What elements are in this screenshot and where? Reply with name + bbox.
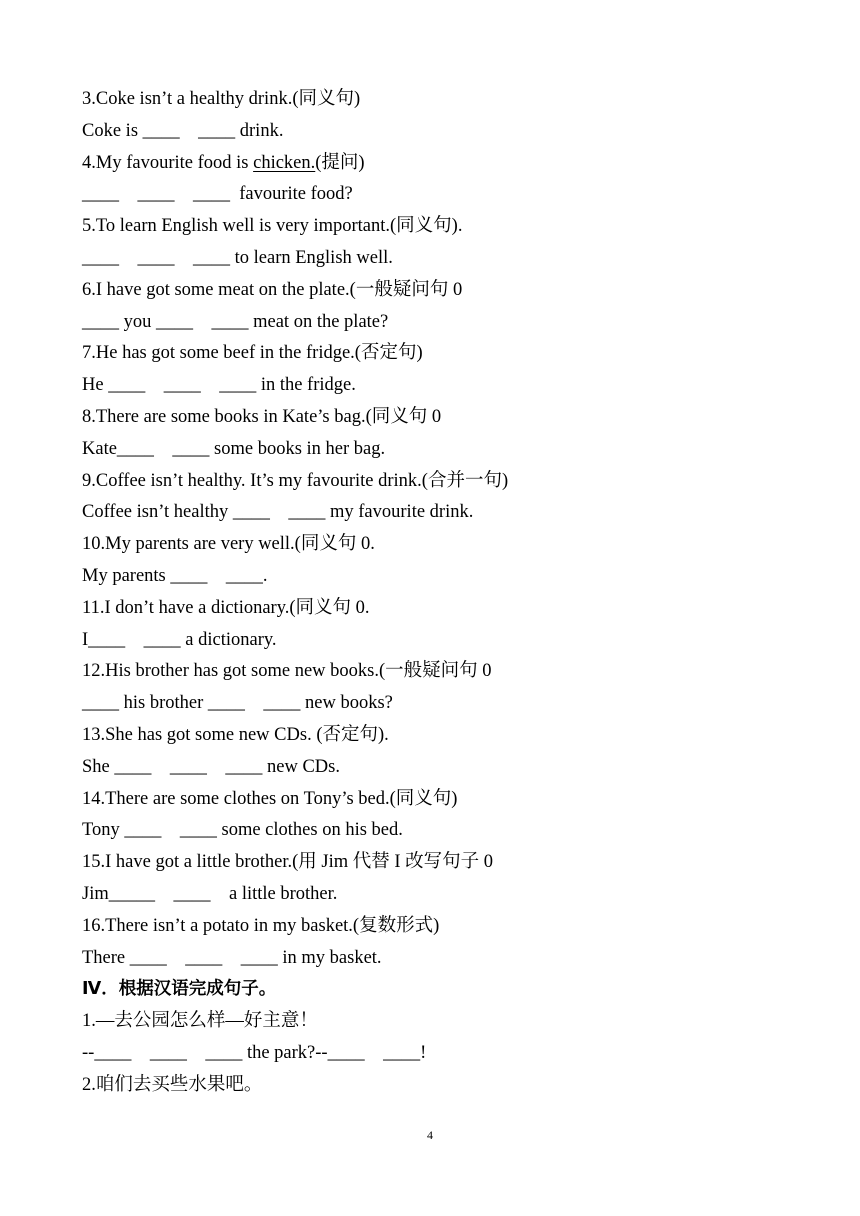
worksheet-page bbox=[82, 84, 802, 1102]
question-4-text: 4.My favourite food is bbox=[82, 152, 254, 173]
answer-line-12: ____ his brother ____ ____ new books? bbox=[82, 693, 393, 714]
translation-question-2: 2.咱们去买些水果吧。 bbox=[82, 1074, 263, 1095]
question-7: 7.He has got some beef in the fridge.(否定句) bbox=[82, 343, 423, 364]
answer-line-3: Coke is ____ ____ drink. bbox=[82, 120, 284, 141]
question-15: 15.I have got a little brother.(用 Jim 代替 I 改写句子 0 bbox=[82, 852, 494, 873]
question-16: 16.There isn’t a potato in my basket.(复数形式) bbox=[82, 915, 440, 936]
answer-line-8: Kate____ ____ some books in her bag. bbox=[82, 438, 386, 459]
underlined-word: chicken. bbox=[253, 152, 316, 173]
answer-line-10: My parents ____ ____. bbox=[82, 565, 268, 586]
answer-line-13: She ____ ____ ____ new CDs. bbox=[82, 756, 340, 777]
answer-line-11: I____ ____ a dictionary. bbox=[82, 629, 277, 650]
question-4 bbox=[82, 148, 802, 180]
question-10: 10.My parents are very well.(同义句 0. bbox=[82, 534, 375, 555]
answer-line-16: There ____ ____ ____ in my basket. bbox=[82, 947, 382, 968]
question-13: 13.She has got some new CDs. (否定句). bbox=[82, 724, 389, 745]
answer-line-5: ____ ____ ____ to learn English well. bbox=[82, 247, 393, 268]
question-8: 8.There are some books in Kate’s bag.(同义句 0 bbox=[82, 406, 442, 427]
question-11: 11.I don’t have a dictionary.(同义句 0. bbox=[82, 597, 370, 618]
question-9: 9.Coffee isn’t healthy. It’s my favourite drink.(合并一句) bbox=[82, 470, 509, 491]
page-number: 4 bbox=[427, 1128, 433, 1142]
section-heading: Ⅳ．根据汉语完成句子。 bbox=[82, 979, 277, 1000]
question-5: 5.To learn English well is very important.(同义句). bbox=[82, 216, 463, 237]
question-3: 3.Coke isn’t a healthy drink.(同义句) bbox=[82, 89, 361, 109]
answer-line-15: Jim_____ ____ a little brother. bbox=[82, 883, 338, 904]
answer-line-7: He ____ ____ ____ in the fridge. bbox=[82, 375, 356, 396]
answer-line-4: ____ ____ ____ favourite food? bbox=[82, 184, 353, 205]
question-4-instruction: (提问) bbox=[315, 152, 365, 173]
question-6: 6.I have got some meat on the plate.(一般疑问句 0 bbox=[82, 279, 463, 300]
translation-question-1: 1.—去公园怎么样—好主意！ bbox=[82, 1011, 318, 1032]
question-14: 14.There are some clothes on Tony’s bed.(同义句) bbox=[82, 788, 458, 809]
translation-answer-line-1: --____ ____ ____ the park?--____ ____! bbox=[82, 1042, 427, 1063]
answer-line-14: Tony ____ ____ some clothes on his bed. bbox=[82, 820, 403, 841]
answer-line-9: Coffee isn’t healthy ____ ____ my favourite drink. bbox=[82, 502, 474, 523]
answer-line-6: ____ you ____ ____ meat on the plate? bbox=[82, 311, 389, 332]
question-12: 12.His brother has got some new books.(一般疑问句 0 bbox=[82, 661, 492, 682]
